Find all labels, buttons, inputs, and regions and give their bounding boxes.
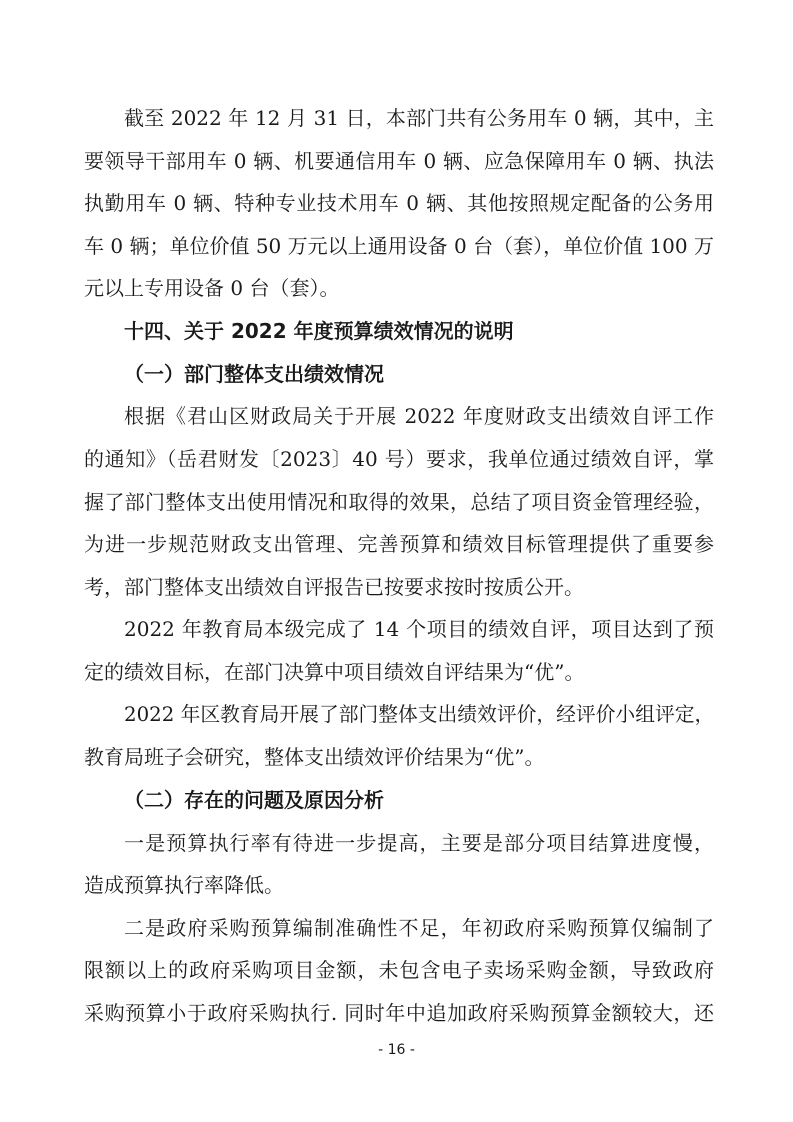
subsection-heading: （二）存在的问题及原因分析 [124,788,384,812]
paragraph-line: 造成预算执行率降低。 [84,873,284,897]
paragraph-line: 的通知》（岳君财发〔2023〕40 号）要求，我单位通过绩效自评，掌 [84,447,714,471]
paragraph-line: 执勤用车 0 辆、特种专业技术用车 0 辆、其他按照规定配备的公务用 [84,191,714,215]
paragraph-line: 握了部门整体支出使用情况和取得的效果，总结了项目资金管理经验， [84,490,714,514]
paragraph-line: 元以上专用设备 0 台（套）。 [84,276,340,300]
paragraph-line: 2022 年区教育局开展了部门整体支出绩效评价，经评价小组评定， [124,703,715,726]
page-number: - 16 - [378,1042,415,1058]
section-heading: 十四、关于 2022 年度预算绩效情况的说明 [124,319,514,343]
paragraph-line: 采购预算小于政府采购执行. 同时年中追加政府采购预算金额较大，还 [84,1001,714,1025]
paragraph-line: 为进一步规范财政支出管理、完善预算和绩效目标管理提供了重要参 [84,532,714,556]
paragraph-line: 二是政府采购预算编制准确性不足，年初政府采购预算仅编制了 [124,916,714,940]
paragraph-line: 截至 2022 年 12 月 31 日，本部门共有公务用车 0 辆，其中，主 [124,106,714,130]
paragraph-line: 2022 年教育局本级完成了 14 个项目的绩效自评，项目达到了预 [124,617,714,641]
paragraph-line: 限额以上的政府采购项目金额，未包含电子卖场采购金额，导致政府 [84,958,714,982]
paragraph-line: 一是预算执行率有待进一步提高，主要是部分项目结算进度慢， [124,831,714,855]
subsection-heading: （一）部门整体支出绩效情况 [124,362,384,386]
paragraph-line: 定的绩效目标，在部门决算中项目绩效自评结果为“优”。 [84,660,585,684]
paragraph-line: 教育局班子会研究，整体支出绩效评价结果为“优”。 [84,745,545,769]
paragraph-line: 车 0 辆；单位价值 50 万元以上通用设备 0 台（套），单位价值 100 万 [84,234,714,258]
paragraph-line: 根据《君山区财政局关于开展 2022 年度财政支出绩效自评工作 [124,404,714,428]
paragraph-line: 考，部门整体支出绩效自评报告已按要求按时按质公开。 [84,575,584,599]
paragraph-line: 要领导干部用车 0 辆、机要通信用车 0 辆、应急保障用车 0 辆、执法 [84,149,714,173]
